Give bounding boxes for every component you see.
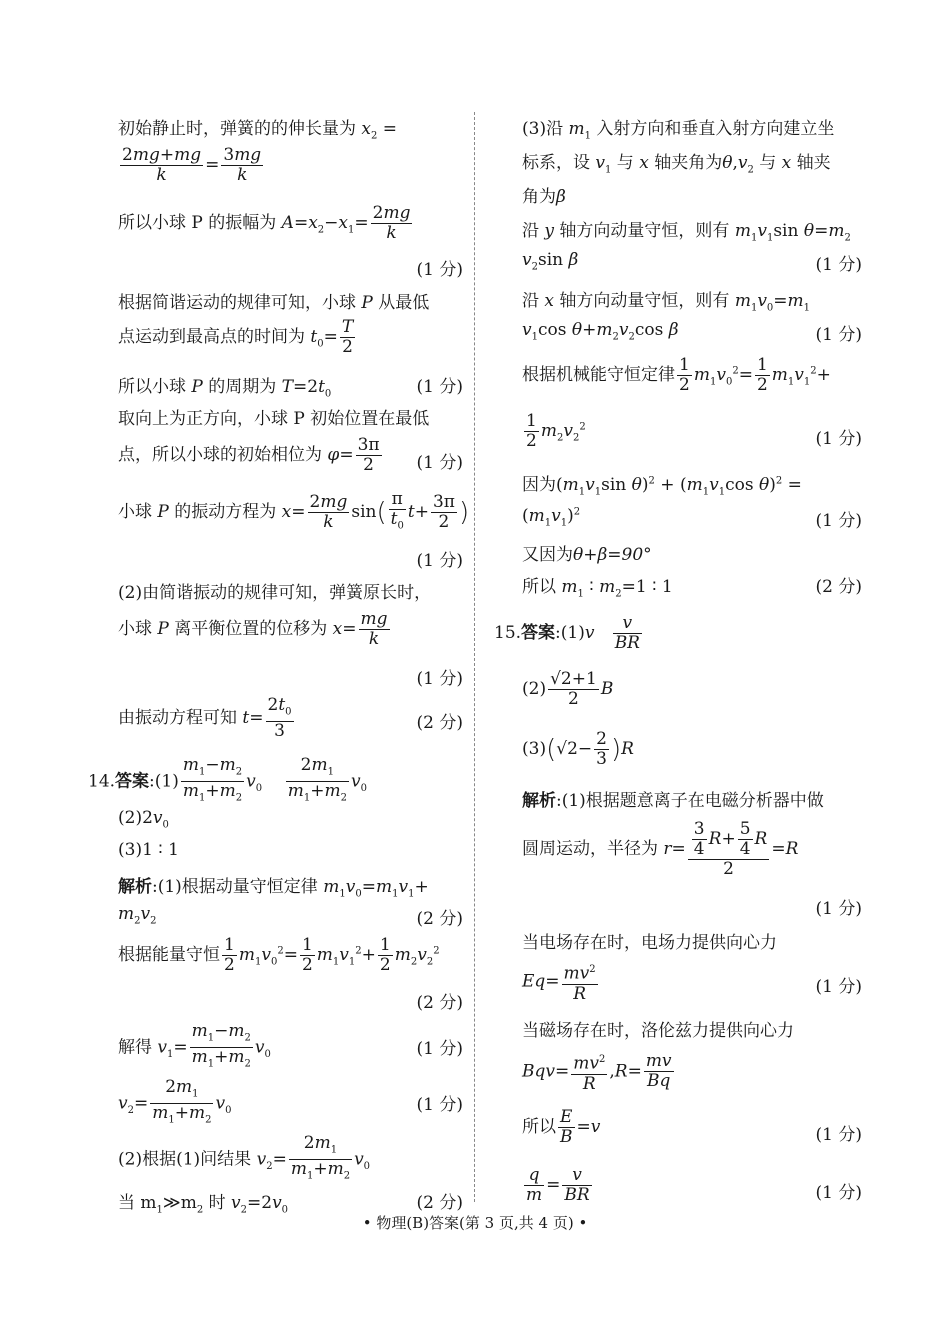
score: (1 分) xyxy=(416,377,463,397)
text: =1 ∶ 1 xyxy=(621,577,673,597)
text: 初始静止时，弹簧的的伸长量为 xyxy=(118,119,356,139)
text: :(1)根据动量守恒定律 xyxy=(152,877,318,897)
formula-line: $\frac{2mg+mg}{k}$ = $\frac{3mg}{k}$ xyxy=(122,145,262,185)
text-line: (3)1 ∶ 1 xyxy=(118,840,179,860)
text: 圆周运动，半径为 xyxy=(522,839,658,859)
text: (3) xyxy=(522,739,547,759)
text-line: 所以 $\frac{E}{B}$ =v xyxy=(522,1107,601,1147)
score: (1 分) xyxy=(815,899,862,919)
text-line xyxy=(118,404,429,429)
text: 角为 xyxy=(522,187,556,207)
score: (1 分) xyxy=(815,1183,862,1203)
text: 因为 xyxy=(522,475,556,495)
text: :(1) xyxy=(149,771,179,792)
question-15: 15.答案:(1)v $\frac{v}{BR}$ xyxy=(494,613,640,653)
formula-line: Eq= $\frac{mv^2}{R}$ xyxy=(522,963,596,1004)
score: (1 分) xyxy=(416,1095,463,1115)
text-line: 点运动到最高点的时间为 $t_0=$ $\frac{T}{2}$ xyxy=(118,317,354,357)
text-line: 圆周运动，半径为 r= $\frac{3}{4}$ R+ $\frac{5}{4}$ R 2 =R xyxy=(522,819,799,879)
text: ≫m xyxy=(162,1193,197,1213)
text-line: 根据机械能守恒定律 $\frac{1}{2}$ $m_1v_0^2=$ $\frac{1}{2}$ $m_1v_1^2+$ xyxy=(522,355,831,395)
text-line: (3)沿 $m_1$ 入射方向和垂直入射方向建立坐 xyxy=(522,119,835,142)
text-line: 沿 y 轴方向动量守恒，则有 $m_1v_1\sin$ $\theta=m_2$ xyxy=(522,221,851,244)
text-line xyxy=(522,786,824,811)
text-line: $(m_1v_1)^2$ xyxy=(522,506,581,529)
text: 轴夹角为 xyxy=(654,153,723,173)
text: 所以 xyxy=(522,1117,556,1137)
text: 离平衡位置的位移为 xyxy=(174,619,328,639)
text: 从最低 xyxy=(378,293,430,313)
text: (2)根据(1)问结果 xyxy=(118,1149,252,1170)
score: (1 分) xyxy=(815,429,862,449)
text: (2)2 xyxy=(118,808,153,828)
score: (1 分) xyxy=(416,669,463,689)
text: 根据能量守恒 xyxy=(118,945,220,965)
score: (1 分) xyxy=(416,551,463,571)
text-line: $v_1\cos$ $\theta+m_2v_2\cos$ β xyxy=(522,320,679,343)
analysis-label: 解析 xyxy=(118,877,152,897)
column-divider xyxy=(474,112,475,1202)
text: (2)由简谐振动的规律可知，弹簧原长时， xyxy=(118,583,432,603)
text-line: $m_2v_2$ xyxy=(118,904,157,927)
text-line: (2)根据(1)问结果 $v_2=$ $\frac{2m_1}{m_1+m_2}$ $v_0$ xyxy=(118,1134,370,1186)
text: 点，所以小球的初始相位为 xyxy=(118,445,322,465)
text: 当 m xyxy=(118,1193,157,1213)
text-line: $v_2\sin$ β xyxy=(522,250,579,273)
text-line: 根据简谐运动的规律可知，小球 P 从最低 xyxy=(118,293,430,313)
text: 标系，设 xyxy=(522,153,590,173)
text: 当电场存在时，电场力提供向心力 xyxy=(522,933,777,953)
score: (1 分) xyxy=(416,260,463,280)
text-line: 因为($m_1v_1\sin$ $\theta)^2 + (m_1v_1\cos$ θ)$^2$ = xyxy=(522,475,802,498)
text-line: 由振动方程可知 t= $\frac{2t_0}{3}$ xyxy=(118,695,292,742)
formula-line: $\frac{q}{m}$ = $\frac{v}{BR}$ xyxy=(526,1165,590,1205)
text-line: $(2)2v_0$ xyxy=(118,808,169,831)
text: 的振动方程为 xyxy=(174,502,277,523)
score: (1 分) xyxy=(815,977,862,997)
text-line xyxy=(522,540,652,565)
text: 与 xyxy=(616,153,634,173)
text: 所以 xyxy=(522,577,556,597)
text-line: 点，所以小球的初始相位为 φ= $\frac{3\pi}{2}$ xyxy=(118,435,380,475)
analysis-label: 解析 xyxy=(522,791,556,811)
score: (2 分) xyxy=(815,577,862,597)
formula-line: (3)(√2− $\frac{2}{3}$ )R xyxy=(522,729,634,769)
score: (2 分) xyxy=(416,993,463,1013)
text: 根据简谐运动的规律可知，小球 xyxy=(118,293,356,313)
text: 入射方向和垂直入射方向建立坐 xyxy=(596,119,835,139)
question-number: 14. xyxy=(88,771,116,792)
score: (2 分) xyxy=(416,1193,463,1213)
text: 沿 xyxy=(522,221,539,241)
text-line: 小球 P 的振动方程为 x= $\frac{2mg}{k}$ sin( $\frac{\pi}{t_0}$ t+ $\frac{3\pi}{2}$ ) xyxy=(118,490,469,535)
text-line: 当 $m_1≫m_2$ 时 $v_2=2v_0$ xyxy=(118,1193,289,1216)
question-14: 14.答案:(1) $\frac{m_1-m_2}{m_1+m_2}$ $v_0$ $\frac{2m_1}{m_1+m_2}$ $v_0$ xyxy=(88,756,367,808)
score: (2 分) xyxy=(416,909,463,929)
score: (2 分) xyxy=(416,713,463,733)
text-line: 初始静止时，弹簧的的伸长量为 $x_2$ = xyxy=(118,119,398,142)
question-number: 15. xyxy=(494,623,522,643)
answer-label: 答案 xyxy=(521,623,556,643)
text: 根据机械能守恒定律 xyxy=(522,365,675,385)
text-line: 角为β xyxy=(522,187,566,207)
text-line: 小球 P 离平衡位置的位移为 x= $\frac{mg}{k}$ xyxy=(118,609,388,649)
text-line: 沿 x 轴方向动量守恒，则有 $m_1v_0=m_1$ xyxy=(522,291,811,314)
text-line xyxy=(522,1016,794,1041)
text: θ+β=90° xyxy=(573,545,652,565)
text: (3)沿 xyxy=(522,119,564,139)
score: (1 分) xyxy=(815,511,862,531)
formula-line: $\frac{1}{2}$ $m_2v_2^2$ xyxy=(526,411,586,451)
text: 取向上为正方向，小球 P 初始位置在最低 xyxy=(118,409,430,429)
text: 与 xyxy=(759,153,777,173)
formula-line: Bqv= $\frac{mv^2}{R}$ ,R= $\frac{mv}{Bq}$ xyxy=(522,1051,672,1094)
text: :(1)根据题意离子在电磁分析器中做 xyxy=(556,791,824,811)
text: :(1) xyxy=(555,623,585,643)
text: 小球 xyxy=(118,619,152,639)
text-line xyxy=(118,578,431,603)
text: 所以小球 xyxy=(118,377,186,397)
text: 点运动到最高点的时间为 xyxy=(118,327,305,347)
text: 轴方向动量守恒，则有 xyxy=(559,221,730,241)
text: 当磁场存在时，洛伦兹力提供向心力 xyxy=(522,1021,794,1041)
text-line xyxy=(522,928,777,953)
text: 又因为 xyxy=(522,545,573,565)
formula-line: (2) $\frac{√2+1}{2}$ B xyxy=(522,669,614,709)
text: 沿 xyxy=(522,291,539,311)
score: (1 分) xyxy=(815,325,862,345)
text: 轴夹 xyxy=(796,153,831,173)
answer-label: 答案 xyxy=(115,771,150,792)
text: 由振动方程可知 xyxy=(118,708,237,729)
score: (1 分) xyxy=(416,1039,463,1059)
text-line: 所以 $m_1$ ∶ $m_2=1$ ∶ 1 xyxy=(522,577,673,600)
text-line: 解析:(1)根据动量守恒定律 $m_1v_0=m_1v_1+$ xyxy=(118,877,429,900)
text: 小球 xyxy=(118,502,152,523)
score: (1 分) xyxy=(815,1125,862,1145)
text: 时 xyxy=(208,1193,226,1213)
text-line: 所以小球 P 的周期为 $T=2t_0$ xyxy=(118,377,332,400)
text-line: 所以小球 P 的振幅为 $A=x_2-x_1=$ $\frac{2mg}{k}$ xyxy=(118,203,411,243)
score: (1 分) xyxy=(416,453,463,473)
text: 的周期为 xyxy=(208,377,277,397)
text: 解得 xyxy=(118,1037,152,1058)
formula-line: $v_2=$ $\frac{2m_1}{m_1+m_2}$ $v_0$ xyxy=(118,1078,231,1130)
text-line: 根据能量守恒 $\frac{1}{2}$ $m_1v_0^2=$ $\frac{1}{2}$ $m_1v_1^2+$ $\frac{1}{2}$ $m_2v_2^2$ xyxy=(118,935,440,975)
text: (2) xyxy=(522,679,547,699)
text-line: 解得 $v_1=$ $\frac{m_1-m_2}{m_1+m_2}$ $v_0$ xyxy=(118,1022,271,1074)
score: (1 分) xyxy=(815,255,862,275)
text: 轴方向动量守恒，则有 xyxy=(559,291,730,311)
text: 所以小球 P 的振幅为 xyxy=(118,213,277,233)
text-line: 标系，设 $v_1$ 与 x 轴夹角为$\theta,v_2$ 与 x 轴夹 xyxy=(522,153,831,176)
page-footer: • 物理(B)答案(第 3 页,共 4 页) • xyxy=(362,1214,588,1232)
